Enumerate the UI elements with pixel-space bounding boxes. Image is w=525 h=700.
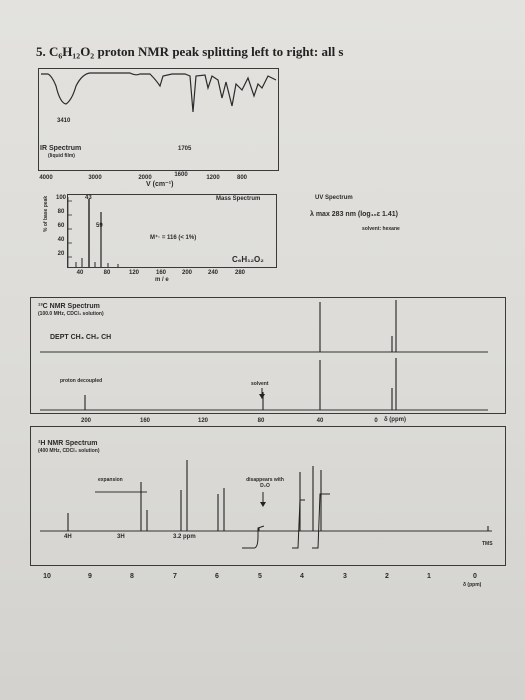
h1-integration-shift: 3.2 ppm [173,534,196,540]
h1-tick-0: 0 [473,573,477,580]
h1-exchange-note: disappears with D₂O [246,477,284,489]
h1-subtitle: (400 MHz, CDCl₃ solution) [38,448,100,454]
c13-tick-40: 40 [316,418,324,424]
mass-x-tick-280: 280 [234,270,246,276]
mass-y-label: % of base peak [43,195,49,232]
c13-title: ¹³C NMR Spectrum [38,303,100,310]
h1-integration-3h: 3H [117,534,125,540]
h1-tick-8: 8 [130,573,134,580]
mass-formula: C₆H₁₂O₂ [232,255,264,264]
h1-tick-4: 4 [300,573,304,580]
h1-delta-unit: δ (ppm) [463,582,482,588]
ir-tick-2000: 2000 [138,175,152,181]
c13-tick-0: 0 [374,418,378,424]
mass-x-tick-120: 120 [128,270,140,276]
mass-y-tick-100: 100 [55,195,67,201]
mass-x-tick-40: 40 [76,270,84,276]
ir-tick-1600: 1600 [174,172,188,178]
h1-tick-2: 2 [385,573,389,580]
h1-tick-6: 6 [215,573,219,580]
mass-y-tick-20: 20 [57,251,65,257]
c13-tick-80: 80 [257,418,265,424]
c13-tick-120: 120 [197,418,209,424]
h1-nmr-panel [30,426,506,566]
c13-dept-label: DEPT CH₃ CH₂ CH [50,334,112,341]
mass-peak-label-43: 43 [85,195,92,201]
mass-y-tick-40: 40 [57,237,65,243]
ir-tick-1200: 1200 [206,175,220,181]
problem-title: 5. C₆H₁₂O₂ proton NMR peak splitting left to right: all s [36,44,344,59]
h1-tms-label: TMS [482,541,493,547]
c13-proton-decoupled: proton decoupled [60,378,103,384]
ir-peak-label-3410: 3410 [57,118,71,124]
mass-y-tick-80: 80 [57,209,65,215]
ir-subtitle: (liquid film) [48,153,75,159]
c13-tick-200: 200 [80,418,92,424]
h1-tick-3: 3 [343,573,347,580]
uv-solvent: solvent: hexane [362,226,400,232]
c13-subtitle: (100.0 MHz, CDCl₃ solution) [38,311,104,317]
h1-tick-5: 5 [258,573,262,580]
c13-tick-160: 160 [139,418,151,424]
c13-delta-unit: δ (ppm) [384,417,406,423]
ir-title: IR Spectrum [40,145,82,152]
mass-x-tick-80: 80 [103,270,111,276]
h1-tick-7: 7 [173,573,177,580]
ir-axis-unit: V (cm⁻¹) [146,181,174,188]
mass-x-tick-240: 240 [207,270,219,276]
mass-y-tick-60: 60 [57,223,65,229]
mass-x-label: m / e [155,277,169,283]
h1-title: ¹H NMR Spectrum [38,440,98,447]
h1-tick-10: 10 [43,573,51,580]
h1-integration-4h: 4H [64,534,72,540]
ir-peak-label-1705: 1705 [178,146,192,152]
h1-expansion-label: expansion [98,477,123,483]
h1-tick-1: 1 [427,573,431,580]
ir-tick-800: 800 [236,175,248,181]
mass-peak-label-59: 59 [96,223,103,229]
mass-x-tick-160: 160 [155,270,167,276]
ir-tick-4000: 4000 [39,175,53,181]
c13-solvent: solvent [251,381,269,387]
mass-x-tick-200: 200 [181,270,193,276]
ir-tick-3000: 3000 [88,175,102,181]
mass-spectrum-title: Mass Spectrum [216,196,261,202]
uv-title: UV Spectrum [315,195,353,201]
uv-lambda-max: λ max 283 nm (log₁₀ε 1.41) [310,211,398,218]
mass-molecular-ion: M⁺· = 116 (< 1%) [150,235,197,241]
h1-tick-9: 9 [88,573,92,580]
